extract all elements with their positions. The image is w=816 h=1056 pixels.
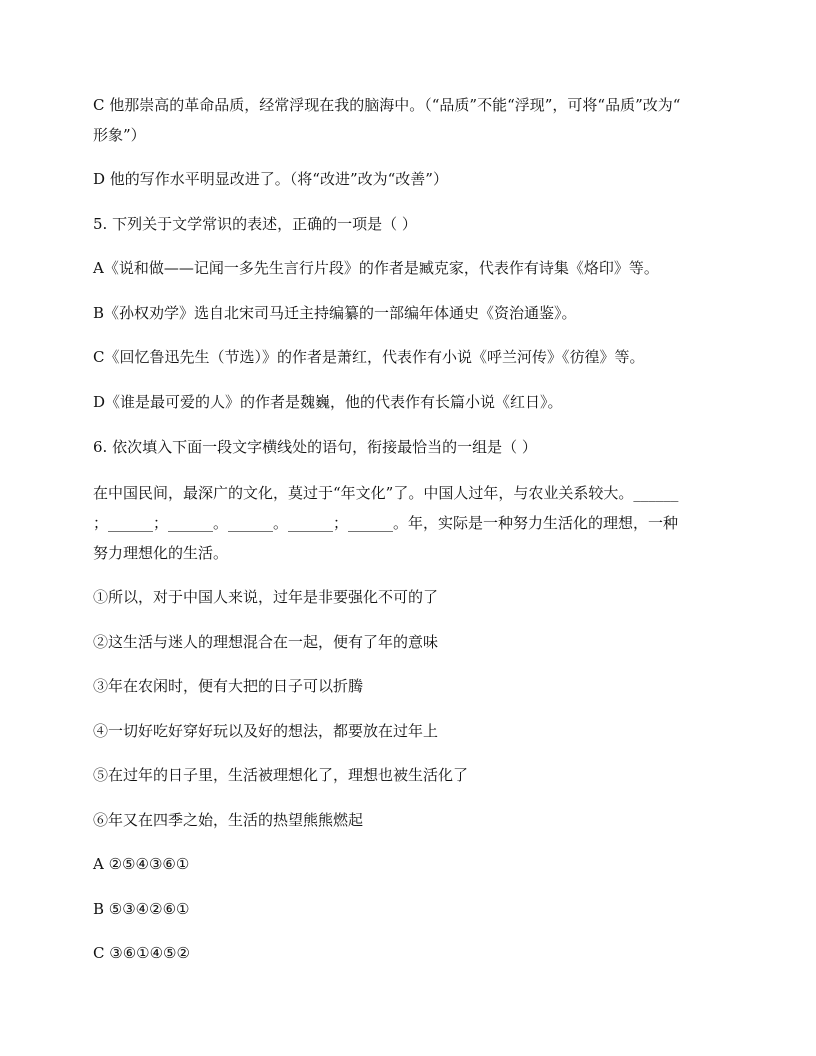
option-c-line-1: C 他那崇高的革命品质，经常浮现在我的脑海中。（“品质”不能“浮现”，可将“品质”改为“ — [93, 96, 681, 114]
question-5-option-b: B《孙权劝学》选自北宋司马迁主持编纂的一部编年体通史《资治通鉴》。 — [93, 304, 577, 322]
option-c-line-2: 形象”） — [93, 126, 146, 144]
passage-line-1: 在中国民间，最深广的文化，莫过于“年文化”了。中国人过年，与农业关系较大。______ — [93, 484, 679, 502]
question-5-option-c: C《回忆鲁迅先生（节选）》的作者是萧红，代表作有小说《呼兰河传》《彷徨》等。 — [93, 348, 645, 366]
question-5-option-d: D《谁是最可爱的人》的作者是魏巍，他的代表作有长篇小说《红日》。 — [93, 393, 563, 411]
question-5-option-a: A《说和做——记闻一多先生言行片段》的作者是臧克家，代表作有诗集《烙印》等。 — [93, 259, 659, 277]
question-6: 6. 依次填入下面一段文字横线处的语句，衔接最恰当的一组是（ ） — [93, 438, 537, 456]
question-6-option-b: B ⑤③④②⑥① — [93, 900, 190, 918]
question-6-option-c: C ③⑥①④⑤② — [93, 944, 190, 962]
sentence-5: ⑤在过年的日子里，生活被理想化了，理想也被生活化了 — [93, 766, 469, 784]
question-6-option-a: A ②⑤④③⑥① — [93, 855, 190, 873]
passage-line-3: 努力理想化的生活。 — [93, 544, 229, 562]
sentence-6: ⑥年又在四季之始，生活的热望熊熊燃起 — [93, 811, 364, 829]
sentence-2: ②这生活与迷人的理想混合在一起，便有了年的意味 — [93, 633, 439, 651]
sentence-3: ③年在农闲时，便有大把的日子可以折腾 — [93, 677, 364, 695]
option-d: D 他的写作水平明显改进了。（将“改进”改为“改善”） — [93, 170, 448, 188]
sentence-1: ①所以，对于中国人来说，过年是非要强化不可的了 — [93, 588, 439, 606]
question-5: 5. 下列关于文学常识的表述，正确的一项是（ ） — [93, 215, 417, 233]
sentence-4: ④一切好吃好穿好玩以及好的想法，都要放在过年上 — [93, 722, 439, 740]
passage-line-2: ；______；______。______。______；______。年，实际是一种努力生活化的理想，一种 — [93, 514, 679, 532]
